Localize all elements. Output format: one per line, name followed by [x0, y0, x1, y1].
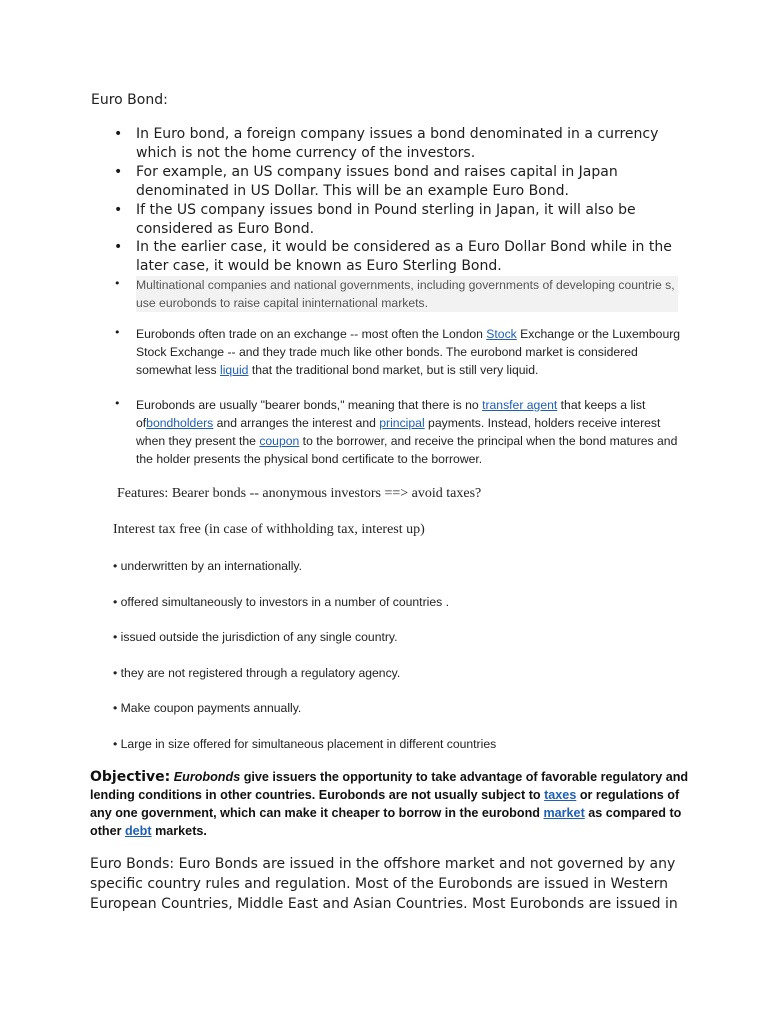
feature-item: • Large in size offered for simultaneous placement in different countries: [113, 737, 497, 751]
feature-item: • they are not registered through a regulatory agency.: [113, 666, 401, 680]
link-transfer-agent[interactable]: transfer agent: [482, 398, 558, 412]
link-stock[interactable]: Stock: [486, 327, 517, 341]
list-item: In the earlier case, it would be considered as a Euro Dollar Bond while in the later case, it would be known as Euro Sterling Bond.: [136, 239, 672, 274]
list-item: In Euro bond, a foreign company issues a bond denominated in a currency which is not the home currency of the investors.: [136, 126, 659, 161]
list-item: Eurobonds often trade on an exchange -- most often the London Stock Exchange or the Luxembourg Stock Exchange -- and they trade much like other bonds. The eurobond market is considered somewhat less liquid that the traditional bond market, but is still very liquid.: [136, 327, 681, 377]
bullet-dot: •: [114, 326, 121, 339]
features-heading: Features: Bearer bonds -- anonymous investors ==> avoid taxes?: [117, 486, 482, 501]
feature-item: • underwritten by an internationally.: [113, 559, 302, 573]
feature-item: • offered simultaneously to investors in a number of countries .: [113, 595, 449, 609]
list-item: If the US company issues bond in Pound sterling in Japan, it will also be considered as Euro Bond.: [136, 202, 636, 237]
bullet-dot: •: [114, 397, 121, 410]
link-bondholders[interactable]: bondholders: [146, 416, 214, 430]
link-coupon[interactable]: coupon: [259, 434, 300, 448]
link-market[interactable]: market: [543, 806, 585, 820]
link-debt[interactable]: debt: [124, 824, 152, 838]
link-liquid[interactable]: liquid: [220, 363, 249, 377]
list-item-highlighted: Multinational companies and national governments, including governments of developing countrie s, use eurobonds to raise capital ininternational markets.: [136, 276, 678, 312]
link-principal[interactable]: principal: [379, 416, 425, 430]
link-taxes[interactable]: taxes: [544, 788, 577, 802]
list-item: For example, an US company issues bond and raises capital in Japan denominated in US Dollar. This will be an example Euro Bond.: [136, 164, 618, 199]
bullet-dot: •: [114, 202, 123, 218]
bullet-dot: •: [114, 164, 123, 180]
list-item: Eurobonds are usually "bearer bonds," meaning that there is no transfer agent that keeps a list ofbondholders and arranges the interest and principal payments. Instead, holders receive interest when they present the coupon to the borrower, and receive the principal when the bond matures and the holder presents the physical bond certificate to the borrower.: [136, 398, 678, 466]
page-title: Euro Bond:: [91, 92, 168, 108]
bullet-dot: •: [114, 277, 121, 290]
bullet-dot: •: [114, 239, 123, 255]
interest-line: Interest tax free (in case of withholding tax, interest up): [113, 522, 425, 537]
objective-paragraph: Objective: Eurobonds give issuers the opportunity to take advantage of favorable regulatory and lending conditions in other countries. Eurobonds are not usually subject to taxes or regulations of any one government, which can make it cheaper to borrow in the eurobond market as compared to other debt markets.: [90, 769, 689, 838]
feature-item: • Make coupon payments annually.: [113, 701, 302, 715]
objective-label: Objective:: [90, 769, 171, 785]
bullet-dot: •: [114, 126, 123, 142]
feature-item: • issued outside the jurisdiction of any single country.: [113, 630, 398, 644]
closing-paragraph: Euro Bonds: Euro Bonds are issued in the offshore market and not governed by any specific country rules and regulation. Most of the Eurobonds are issued in Western European Countries, Middle East and Asian Countries. Most Eurobonds are issued in: [90, 856, 678, 912]
